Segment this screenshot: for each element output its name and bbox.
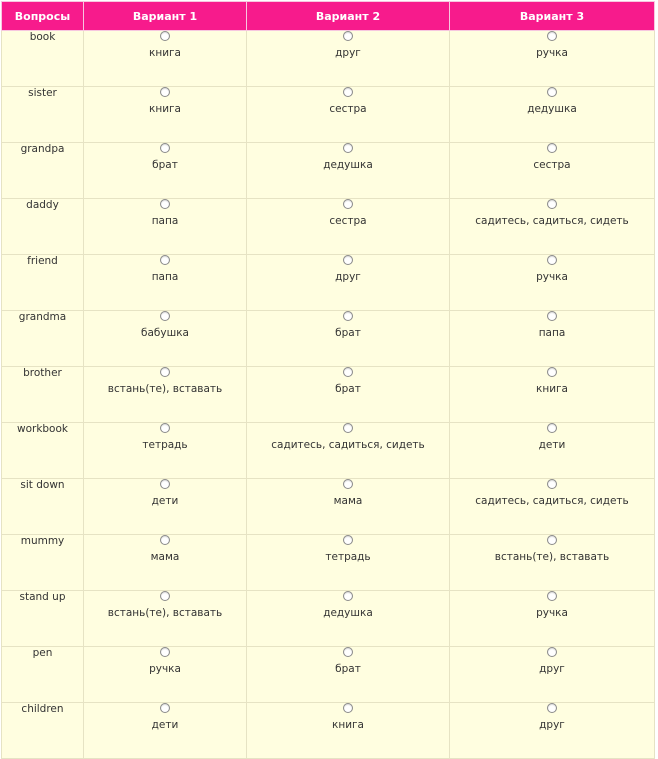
option-cell-variant-3 xyxy=(450,703,655,759)
table-row xyxy=(2,423,655,479)
answer-label: книга xyxy=(332,719,364,731)
header-questions: Вопросы xyxy=(2,2,84,31)
option-cell-variant-2 xyxy=(247,367,450,423)
option-cell-variant-2 xyxy=(247,535,450,591)
answer-radio[interactable] xyxy=(343,703,353,713)
answer-label: папа xyxy=(151,215,179,227)
answer-radio[interactable] xyxy=(160,647,170,657)
answer-label: друг xyxy=(539,663,565,675)
answer-label: друг xyxy=(539,719,565,731)
option-cell-variant-1 xyxy=(84,367,247,423)
table-row xyxy=(2,591,655,647)
answer-radio[interactable] xyxy=(547,143,557,153)
answer-radio[interactable] xyxy=(343,479,353,489)
option-cell-variant-3 xyxy=(450,647,655,703)
answer-radio[interactable] xyxy=(160,31,170,41)
option-cell-variant-3 xyxy=(450,199,655,255)
answer-radio[interactable] xyxy=(343,647,353,657)
question-cell: stand up xyxy=(2,591,84,647)
answer-label: сестра xyxy=(329,215,367,227)
answer-label: дедушка xyxy=(323,159,373,171)
answer-label: дети xyxy=(151,495,179,507)
header-variant-2: Вариант 2 xyxy=(247,2,450,31)
answer-radio[interactable] xyxy=(343,423,353,433)
table-row xyxy=(2,703,655,759)
option-cell-variant-3 xyxy=(450,535,655,591)
question-cell: grandma xyxy=(2,311,84,367)
option-cell-variant-2 xyxy=(247,591,450,647)
option-cell-variant-1 xyxy=(84,535,247,591)
answer-label: ручка xyxy=(536,271,568,283)
option-cell-variant-1 xyxy=(84,255,247,311)
option-cell-variant-3 xyxy=(450,423,655,479)
answer-label: тетрадь xyxy=(142,439,188,451)
answer-label: ручка xyxy=(149,663,181,675)
option-cell-variant-2 xyxy=(247,703,450,759)
option-cell-variant-3 xyxy=(450,591,655,647)
answer-radio[interactable] xyxy=(160,703,170,713)
answer-label: дедушка xyxy=(527,103,577,115)
question-cell: brother xyxy=(2,367,84,423)
option-cell-variant-3 xyxy=(450,479,655,535)
answer-radio[interactable] xyxy=(343,87,353,97)
answer-radio[interactable] xyxy=(160,479,170,489)
question-cell: sister xyxy=(2,87,84,143)
answer-label: брат xyxy=(335,327,361,339)
question-cell: book xyxy=(2,31,84,87)
answer-label: сестра xyxy=(533,159,571,171)
answer-label: ручка xyxy=(536,47,568,59)
answer-label: сестра xyxy=(329,103,367,115)
option-cell-variant-1 xyxy=(84,703,247,759)
table-row xyxy=(2,199,655,255)
answer-label: садитесь, садиться, сидеть xyxy=(271,439,425,451)
answer-radio[interactable] xyxy=(160,591,170,601)
answer-radio[interactable] xyxy=(547,255,557,265)
answer-label: встань(те), вставать xyxy=(107,607,223,619)
question-cell: friend xyxy=(2,255,84,311)
answer-radio[interactable] xyxy=(547,535,557,545)
answer-radio[interactable] xyxy=(160,311,170,321)
quiz-table xyxy=(1,1,655,759)
option-cell-variant-1 xyxy=(84,647,247,703)
option-cell-variant-2 xyxy=(247,87,450,143)
answer-radio[interactable] xyxy=(160,255,170,265)
answer-radio[interactable] xyxy=(547,703,557,713)
option-cell-variant-1 xyxy=(84,199,247,255)
answer-label: садитесь, садиться, сидеть xyxy=(475,215,629,227)
table-row xyxy=(2,535,655,591)
header-row xyxy=(2,2,655,31)
option-cell-variant-3 xyxy=(450,255,655,311)
answer-label: садитесь, садиться, сидеть xyxy=(475,495,629,507)
answer-label: книга xyxy=(149,103,181,115)
option-cell-variant-2 xyxy=(247,255,450,311)
answer-label: дедушка xyxy=(323,607,373,619)
option-cell-variant-1 xyxy=(84,143,247,199)
question-cell: children xyxy=(2,703,84,759)
quiz-body xyxy=(2,31,655,759)
table-row xyxy=(2,255,655,311)
answer-radio[interactable] xyxy=(343,535,353,545)
option-cell-variant-2 xyxy=(247,199,450,255)
answer-radio[interactable] xyxy=(547,87,557,97)
table-row xyxy=(2,143,655,199)
option-cell-variant-2 xyxy=(247,311,450,367)
answer-label: дети xyxy=(151,719,179,731)
answer-radio[interactable] xyxy=(160,423,170,433)
option-cell-variant-1 xyxy=(84,311,247,367)
answer-label: брат xyxy=(152,159,178,171)
answer-radio[interactable] xyxy=(547,423,557,433)
option-cell-variant-2 xyxy=(247,423,450,479)
option-cell-variant-3 xyxy=(450,87,655,143)
question-cell: mummy xyxy=(2,535,84,591)
answer-radio[interactable] xyxy=(343,31,353,41)
answer-radio[interactable] xyxy=(547,31,557,41)
option-cell-variant-3 xyxy=(450,367,655,423)
answer-radio[interactable] xyxy=(343,255,353,265)
question-cell: workbook xyxy=(2,423,84,479)
answer-radio[interactable] xyxy=(343,311,353,321)
table-row xyxy=(2,87,655,143)
answer-radio[interactable] xyxy=(160,199,170,209)
table-row xyxy=(2,479,655,535)
option-cell-variant-3 xyxy=(450,311,655,367)
answer-radio[interactable] xyxy=(547,311,557,321)
answer-label: книга xyxy=(536,383,568,395)
answer-label: ручка xyxy=(536,607,568,619)
answer-label: мама xyxy=(150,551,180,563)
option-cell-variant-1 xyxy=(84,87,247,143)
answer-label: бабушка xyxy=(141,327,189,339)
option-cell-variant-3 xyxy=(450,143,655,199)
option-cell-variant-2 xyxy=(247,479,450,535)
answer-radio[interactable] xyxy=(343,367,353,377)
option-cell-variant-1 xyxy=(84,479,247,535)
answer-radio[interactable] xyxy=(160,535,170,545)
answer-label: встань(те), вставать xyxy=(107,383,223,395)
answer-label: тетрадь xyxy=(325,551,371,563)
answer-radio[interactable] xyxy=(343,591,353,601)
option-cell-variant-1 xyxy=(84,31,247,87)
answer-radio[interactable] xyxy=(547,647,557,657)
option-cell-variant-3 xyxy=(450,31,655,87)
answer-radio[interactable] xyxy=(547,199,557,209)
question-cell: pen xyxy=(2,647,84,703)
table-row xyxy=(2,311,655,367)
answer-radio[interactable] xyxy=(547,591,557,601)
question-cell: daddy xyxy=(2,199,84,255)
answer-label: папа xyxy=(538,327,566,339)
header-variant-3: Вариант 3 xyxy=(450,2,655,31)
answer-radio[interactable] xyxy=(160,367,170,377)
option-cell-variant-2 xyxy=(247,647,450,703)
option-cell-variant-1 xyxy=(84,591,247,647)
answer-label: друг xyxy=(335,271,361,283)
question-cell: sit down xyxy=(2,479,84,535)
header-variant-1: Вариант 1 xyxy=(84,2,247,31)
option-cell-variant-2 xyxy=(247,31,450,87)
table-row xyxy=(2,367,655,423)
answer-label: мама xyxy=(333,495,363,507)
answer-radio[interactable] xyxy=(343,143,353,153)
table-row xyxy=(2,31,655,87)
answer-radio[interactable] xyxy=(547,367,557,377)
option-cell-variant-1 xyxy=(84,423,247,479)
table-row xyxy=(2,647,655,703)
answer-label: друг xyxy=(335,47,361,59)
answer-label: дети xyxy=(538,439,566,451)
answer-radio[interactable] xyxy=(160,143,170,153)
answer-label: брат xyxy=(335,383,361,395)
answer-label: папа xyxy=(151,271,179,283)
answer-radio[interactable] xyxy=(160,87,170,97)
question-cell: grandpa xyxy=(2,143,84,199)
option-cell-variant-2 xyxy=(247,143,450,199)
answer-radio[interactable] xyxy=(343,199,353,209)
answer-radio[interactable] xyxy=(547,479,557,489)
answer-label: встань(те), вставать xyxy=(494,551,610,563)
answer-label: книга xyxy=(149,47,181,59)
answer-label: брат xyxy=(335,663,361,675)
